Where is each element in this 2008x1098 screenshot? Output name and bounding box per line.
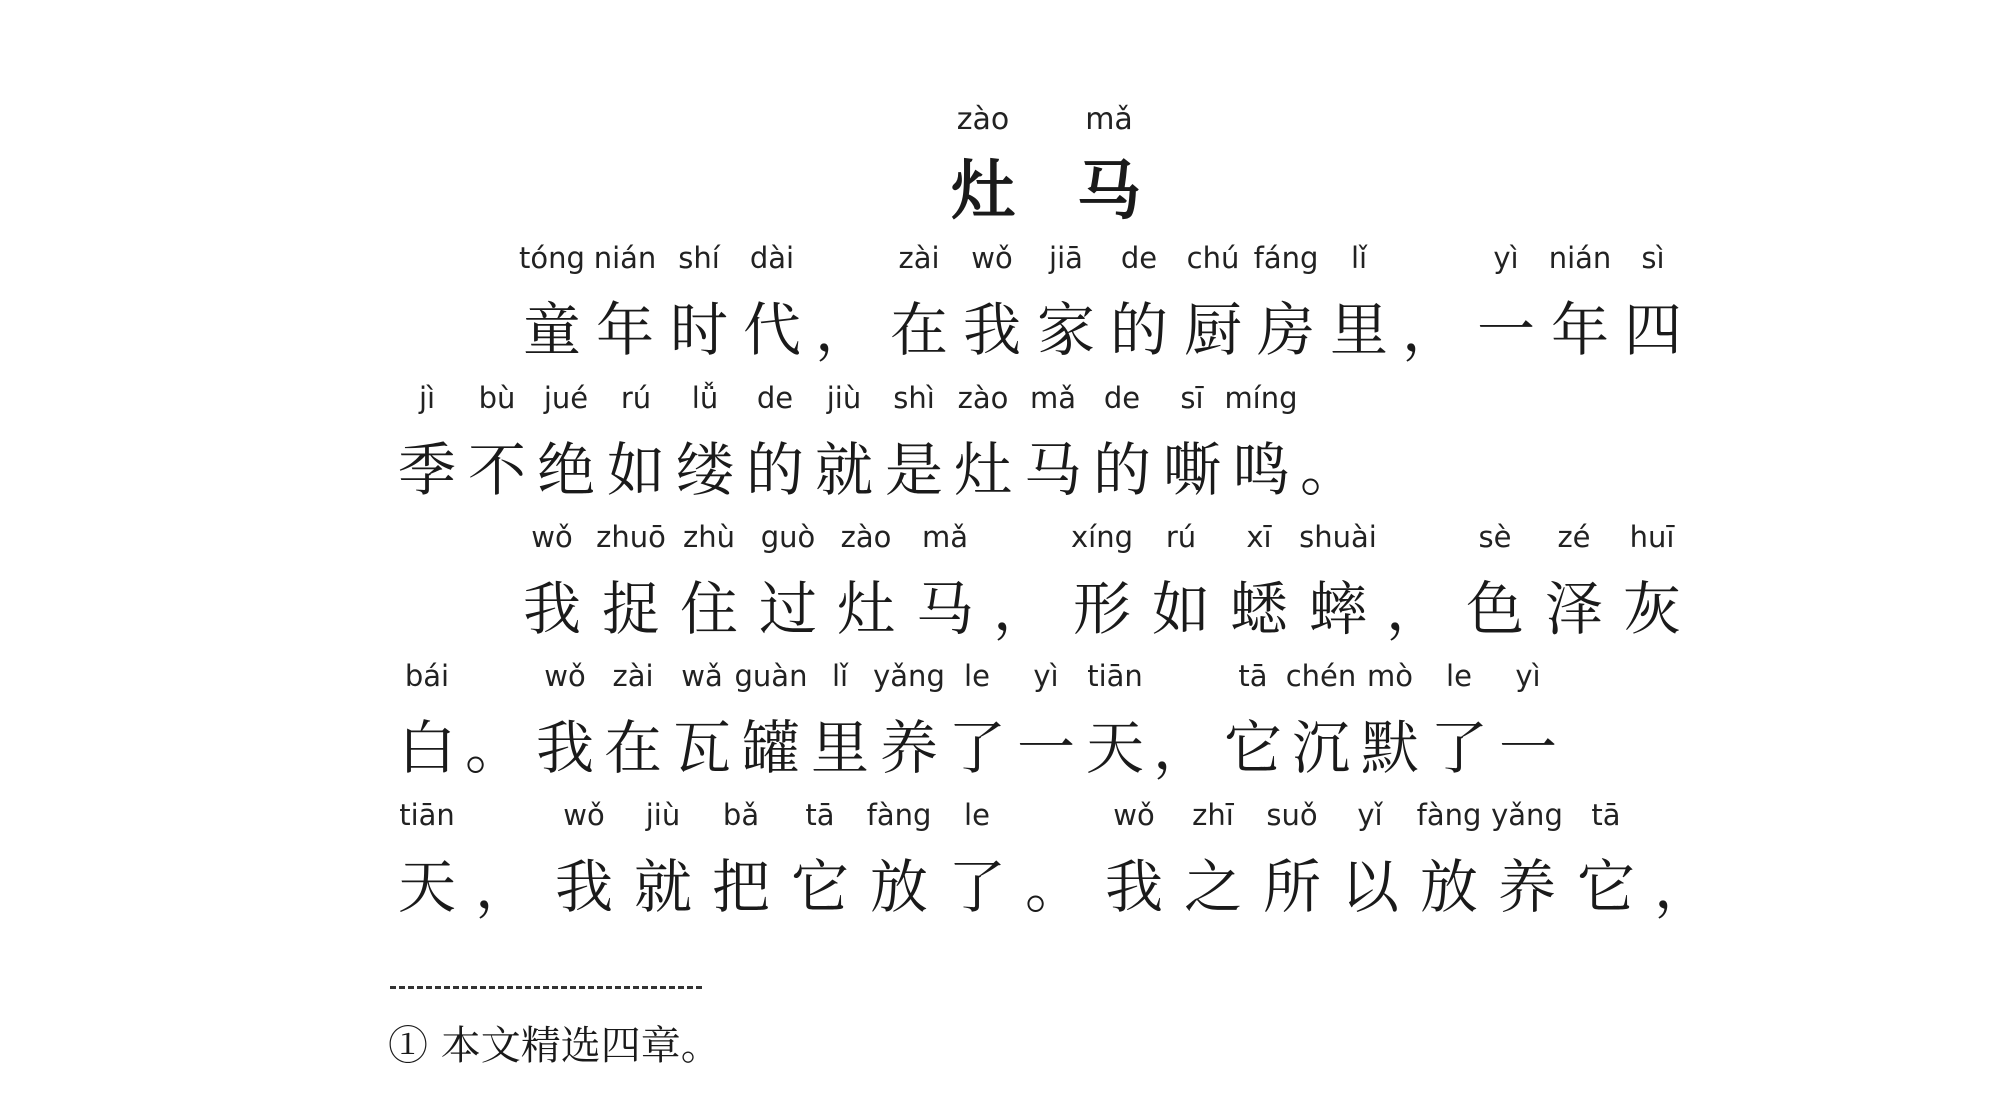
pinyin-text: chén: [1285, 659, 1357, 693]
hanzi-char: 天: [1085, 714, 1144, 782]
pinyin-text: tiān: [399, 798, 455, 832]
hanzi-char: 沉: [1291, 714, 1350, 782]
hanzi-char: 白: [397, 714, 456, 782]
text-line: [0, 795, 2008, 955]
pinyin-text: yì: [1515, 659, 1541, 693]
pinyin-text: de: [1103, 381, 1141, 415]
pinyin-text: rú: [1165, 520, 1197, 554]
pinyin-text: sè: [1478, 520, 1512, 554]
text-line: [0, 238, 2008, 398]
hanzi-char: 灶: [953, 436, 1012, 504]
hanzi-char: 里: [810, 714, 869, 782]
pinyin-text: fáng: [1253, 241, 1319, 275]
pinyin-text: yǎng: [1491, 798, 1563, 832]
hanzi-char: 瓦: [672, 714, 731, 782]
pinyin-text: le: [1446, 659, 1472, 693]
pinyin-text: [1254, 378, 1408, 418]
title-char: [946, 100, 1020, 250]
hanzi-char: 年: [1550, 296, 1609, 364]
hanzi-char: 如: [606, 436, 665, 504]
hanzi-char: 年: [595, 296, 654, 364]
pinyin-text: shí: [678, 241, 720, 275]
text-line: [0, 378, 2008, 538]
hanzi-char: 如: [1151, 575, 1210, 643]
pinyin-text: lǐ: [1350, 241, 1368, 275]
hanzi-char: 捉: [601, 575, 660, 643]
hanzi-char: 天: [397, 853, 456, 921]
pinyin-text: de: [1120, 241, 1158, 275]
hanzi-char: 默: [1360, 714, 1419, 782]
hanzi-char: 所: [1262, 853, 1321, 921]
pinyin-text: wǒ: [1113, 798, 1155, 832]
pinyin-text: le: [964, 659, 990, 693]
hanzi-char: ，: [1153, 714, 1212, 782]
hanzi-char: 的: [745, 436, 804, 504]
hanzi-char: 不: [467, 436, 526, 504]
hanzi-cell: [1491, 656, 1565, 806]
pinyin-text: lǐ: [831, 659, 849, 693]
pinyin-text: mǎ: [1029, 381, 1077, 415]
hanzi-char: 房: [1256, 296, 1315, 364]
hanzi-char: 季: [397, 436, 456, 504]
pinyin-text: fàng: [1416, 798, 1482, 832]
pinyin-text: bù: [478, 381, 516, 415]
hanzi-char: 了: [947, 714, 1006, 782]
pinyin-text: wǒ: [971, 241, 1013, 275]
hanzi-char: 嘶: [1162, 436, 1221, 504]
hanzi-char: 一: [1476, 296, 1535, 364]
hanzi-char: 。: [1025, 853, 1084, 921]
pinyin-text: yì: [1493, 241, 1519, 275]
pinyin-text: bǎ: [722, 798, 760, 832]
hanzi-char: 灰: [1622, 575, 1681, 643]
hanzi-char: 绝: [536, 436, 595, 504]
pinyin-text: guò: [760, 520, 816, 554]
hanzi-char: 厨: [1183, 296, 1242, 364]
hanzi-cell: [1615, 517, 1689, 667]
hanzi-char: 蟋: [1229, 575, 1288, 643]
hanzi-char: 形: [1072, 575, 1131, 643]
pinyin-text: wǒ: [531, 520, 573, 554]
pinyin-text: zài: [612, 659, 654, 693]
pinyin-text: mò: [1367, 659, 1413, 693]
pinyin-text: tóng: [519, 241, 585, 275]
hanzi-char: 灶: [836, 575, 895, 643]
punctuation-cell: [1648, 795, 1722, 945]
hanzi-char: 就: [633, 853, 692, 921]
hanzi-char: 是: [884, 436, 943, 504]
pinyin-text: tā: [1591, 798, 1621, 832]
hanzi-char: 就: [814, 436, 873, 504]
pinyin-text: wǎ: [681, 659, 723, 693]
pinyin-text: sì: [1641, 241, 1665, 275]
pinyin-text: huī: [1629, 520, 1675, 554]
hanzi-char: 之: [1183, 853, 1242, 921]
hanzi-char: 我: [535, 714, 594, 782]
pinyin-text: [1608, 795, 1762, 835]
footnote-divider: [390, 986, 702, 989]
pinyin-text: fàng: [866, 798, 932, 832]
hanzi-char: 养: [879, 714, 938, 782]
hanzi-char: 的: [1109, 296, 1168, 364]
pinyin-text: nián: [593, 241, 657, 275]
hanzi-char: 它: [1223, 714, 1282, 782]
hanzi-char: 泽: [1544, 575, 1603, 643]
hanzi-char: 马: [915, 575, 974, 643]
hanzi-char: 在: [603, 714, 662, 782]
pinyin-text: jué: [543, 381, 589, 415]
pinyin-text: bái: [404, 659, 450, 693]
hanzi-char: 四: [1623, 296, 1682, 364]
pinyin-text: zhuō: [596, 520, 666, 554]
pinyin-text: zào: [840, 520, 892, 554]
pinyin-text: xī: [1246, 520, 1272, 554]
hanzi-char: 它: [1576, 853, 1635, 921]
hanzi-char: 缕: [675, 436, 734, 504]
hanzi-char: 鸣: [1231, 436, 1290, 504]
hanzi-char: 养: [1497, 853, 1556, 921]
pinyin-text: jiù: [645, 798, 681, 832]
hanzi-char: ，: [1402, 296, 1461, 364]
title-char: [1072, 100, 1146, 250]
hanzi-char: 一: [1016, 714, 1075, 782]
hanzi-char: 住: [679, 575, 738, 643]
pinyin-text: xíng: [1070, 520, 1133, 554]
hanzi-char: 我: [962, 296, 1021, 364]
pinyin-text: guàn: [734, 659, 808, 693]
pinyin-text: yǐ: [1357, 798, 1383, 832]
pinyin-text: suǒ: [1266, 798, 1318, 832]
hanzi-char: 。: [465, 714, 524, 782]
hanzi-char: 在: [889, 296, 948, 364]
pinyin-text: zào: [956, 102, 1010, 137]
title-row: [0, 100, 2008, 260]
hanzi-char: 过: [758, 575, 817, 643]
pinyin-text: zhù: [683, 520, 735, 554]
hanzi-char: 把: [711, 853, 770, 921]
pinyin-text: nián: [1548, 241, 1612, 275]
hanzi-char: 罐: [741, 714, 800, 782]
pinyin-text: dài: [749, 241, 795, 275]
hanzi-char: ，: [475, 853, 534, 921]
hanzi-char: 灶: [951, 155, 1015, 229]
pinyin-text: tā: [1238, 659, 1268, 693]
pinyin-text: wǒ: [563, 798, 605, 832]
pinyin-text: míng: [1224, 381, 1298, 415]
hanzi-char: 了: [947, 853, 1006, 921]
pinyin-text: tiān: [1087, 659, 1143, 693]
pinyin-text: mǎ: [1085, 102, 1133, 137]
pinyin-text: zào: [957, 381, 1009, 415]
hanzi-char: 马: [1077, 155, 1141, 229]
hanzi-char: 的: [1092, 436, 1151, 504]
pinyin-text: lǚ: [691, 381, 719, 415]
hanzi-char: 我: [1104, 853, 1163, 921]
hanzi-char: ，: [815, 296, 874, 364]
hanzi-char: 色: [1465, 575, 1524, 643]
hanzi-char: 里: [1329, 296, 1388, 364]
pinyin-text: jì: [418, 381, 436, 415]
hanzi-char: 时: [669, 296, 728, 364]
pinyin-text: shì: [893, 381, 935, 415]
pinyin-text: le: [964, 798, 990, 832]
hanzi-char: 它: [790, 853, 849, 921]
pinyin-text: sī: [1180, 381, 1204, 415]
hanzi-char: 我: [554, 853, 613, 921]
pinyin-text: tā: [805, 798, 835, 832]
pinyin-text: mǎ: [921, 520, 969, 554]
text-line: [0, 517, 2008, 677]
pinyin-text: rú: [620, 381, 652, 415]
pinyin-text: yì: [1033, 659, 1059, 693]
pinyin-text: zài: [898, 241, 940, 275]
pinyin-text: zhī: [1192, 798, 1234, 832]
hanzi-char: 蟀: [1308, 575, 1367, 643]
hanzi-char: 家: [1036, 296, 1095, 364]
pinyin-text: zé: [1557, 520, 1591, 554]
pinyin-text: yǎng: [873, 659, 945, 693]
hanzi-char: 了: [1429, 714, 1488, 782]
pinyin-text: jiù: [826, 381, 862, 415]
pinyin-text: shuài: [1299, 520, 1377, 554]
punctuation-cell: [1294, 378, 1368, 528]
pinyin-text: chú: [1186, 241, 1240, 275]
hanzi-char: ，: [1654, 853, 1713, 921]
pinyin-text: de: [756, 381, 794, 415]
hanzi-char: 马: [1023, 436, 1082, 504]
hanzi-char: 我: [522, 575, 581, 643]
hanzi-char: 以: [1340, 853, 1399, 921]
hanzi-char: ，: [993, 575, 1052, 643]
pinyin-text: wǒ: [544, 659, 586, 693]
hanzi-char: 代: [742, 296, 801, 364]
hanzi-char: 童: [522, 296, 581, 364]
footnote: ① 本文精选四章。: [388, 1023, 721, 1069]
hanzi-char: 。: [1300, 436, 1359, 504]
hanzi-char: 放: [869, 853, 928, 921]
hanzi-char: ，: [1386, 575, 1445, 643]
hanzi-char: 放: [1419, 853, 1478, 921]
pinyin-text: jiā: [1049, 241, 1083, 275]
hanzi-cell: [1616, 238, 1690, 388]
hanzi-char: 一: [1498, 714, 1557, 782]
text-line: [0, 656, 2008, 816]
